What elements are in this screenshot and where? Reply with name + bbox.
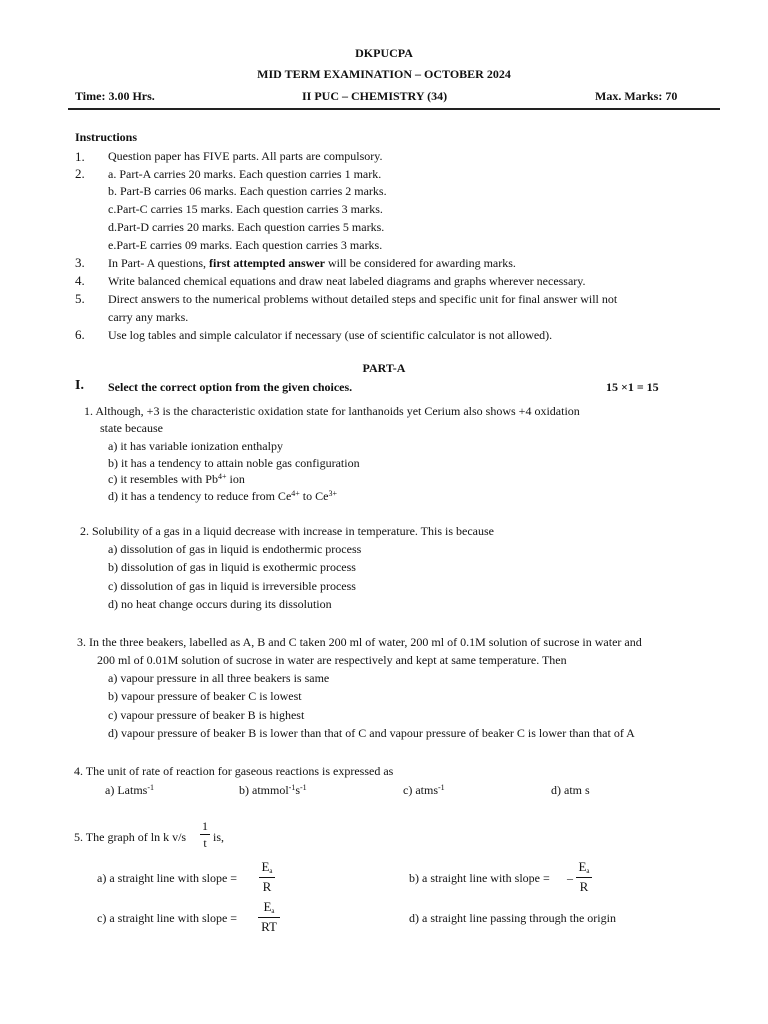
option-b: b) a straight line with slope = <box>409 871 550 885</box>
instruction-number: 1. <box>75 149 85 164</box>
instruction-text: b. Part-B carries 06 marks. Each question carries 2 marks. <box>108 184 387 198</box>
option-c: c) atms$^{-1}$ <box>403 783 445 797</box>
instruction-text: c.Part-C carries 15 marks. Each question carries 3 marks. <box>108 202 383 216</box>
option-b: b) $atmmol^{-1}s^{-1}$ <box>239 783 307 797</box>
exam-max-marks: Max. Marks: 70 <box>595 89 678 103</box>
option-d: d) it has a tendency to reduce from $Ce^{4+}$ to $Ce^{3+}$ <box>108 489 337 503</box>
instruction-number: 5. <box>75 291 85 306</box>
question-text: 1. Although, +3 is the characteristic oxidation state for lanthanoids yet Cerium also shows +4 oxidation <box>84 404 580 418</box>
option-a: a) vapour pressure in all three beakers is same <box>108 671 330 685</box>
question-text: state because <box>100 421 163 435</box>
question-text: 3. In the three beakers, labelled as A, B and C taken 200 ml of water, 200 ml of 0.1M solution of sucrose in water and <box>77 635 642 649</box>
instruction-text: Direct answers to the numerical problems without detailed steps and specific unit for final answer will not <box>108 292 618 306</box>
instruction-text: e.Part-E carries 09 marks. Each question carries 3 marks. <box>108 238 383 252</box>
instruction-text: d.Part-D carries 20 marks. Each question carries 5 marks. <box>108 220 385 234</box>
option-d: d) atm s <box>551 783 590 797</box>
slope-fraction-c: Ea RT <box>258 900 280 933</box>
option-d: d) vapour pressure of beaker B is lower than that of C and vapour pressure of beaker C is lower than that of A <box>108 726 635 740</box>
instruction-text: carry any marks. <box>108 310 189 324</box>
option-c: c) a straight line with slope = <box>97 911 238 925</box>
instructions-heading: Instructions <box>75 130 138 144</box>
option-b: b) dissolution of gas in liquid is exothermic process <box>108 560 356 574</box>
instruction-text: Question paper has FIVE parts. All parts are compulsory. <box>108 149 383 163</box>
instruction-text: Use log tables and simple calculator if necessary (use of scientific calculator is not allowed). <box>108 328 553 342</box>
option-b: b) it has a tendency to attain noble gas configuration <box>108 456 360 470</box>
minus-sign: – <box>567 871 573 885</box>
instruction-number: 2. <box>75 166 85 181</box>
instruction-number: 4. <box>75 273 85 288</box>
section-score: 15 ×1 = 15 <box>606 380 659 394</box>
header-divider <box>68 108 720 110</box>
option-a: a) dissolution of gas in liquid is endothermic process <box>108 542 362 556</box>
option-c: c) dissolution of gas in liquid is irreversible process <box>108 579 356 593</box>
exam-time: Time: 3.00 Hrs. <box>75 89 155 103</box>
option-d: d) no heat change occurs during its dissolution <box>108 597 332 611</box>
slope-fraction-a: Ea R <box>259 860 275 893</box>
instruction-text: In Part- A questions, first attempted answer will be considered for awarding marks. <box>108 256 516 270</box>
question-text: is, <box>213 830 225 844</box>
section-roman-numeral: I. <box>75 378 84 393</box>
exam-subject: II PUC – CHEMISTRY (34) <box>302 89 448 103</box>
school-name: DKPUCPA <box>355 46 413 60</box>
instruction-number: 3. <box>75 255 85 270</box>
question-text: 4. The unit of rate of reaction for gaseous reactions is expressed as <box>74 764 394 778</box>
exam-title: MID TERM EXAMINATION – OCTOBER 2024 <box>257 67 511 81</box>
part-a-title: PART-A <box>362 361 406 375</box>
option-b: b) vapour pressure of beaker C is lowest <box>108 689 302 703</box>
reciprocal-t-fraction: 1 t <box>202 819 208 850</box>
option-a: a) a straight line with slope = <box>97 871 238 885</box>
option-d: d) a straight line passing through the origin <box>409 911 616 925</box>
instruction-text: Write balanced chemical equations and draw neat labeled diagrams and graphs wherever necessary. <box>108 274 586 288</box>
instruction-number: 6. <box>75 327 85 342</box>
option-a: a) Latms$^{-1}$ <box>105 783 154 797</box>
instruction-text: a. Part-A carries 20 marks. Each question carries 1 mark. <box>108 167 382 181</box>
option-a: a) it has variable ionization enthalpy <box>108 439 283 453</box>
option-c: c) it resembles with $Pb^{4+}$ ion <box>108 472 245 486</box>
question-text: 2. Solubility of a gas in a liquid decrease with increase in temperature. This is because <box>80 524 494 538</box>
question-text: 200 ml of 0.01M solution of sucrose in water are respectively and kept at same temperature. Then <box>97 653 567 667</box>
question-text: 5. The graph of ln k v/s <box>74 830 187 844</box>
section-directive: Select the correct option from the given choices. <box>108 380 353 394</box>
slope-fraction-b: Ea R <box>576 860 592 893</box>
option-c: c) vapour pressure of beaker B is highest <box>108 708 305 722</box>
